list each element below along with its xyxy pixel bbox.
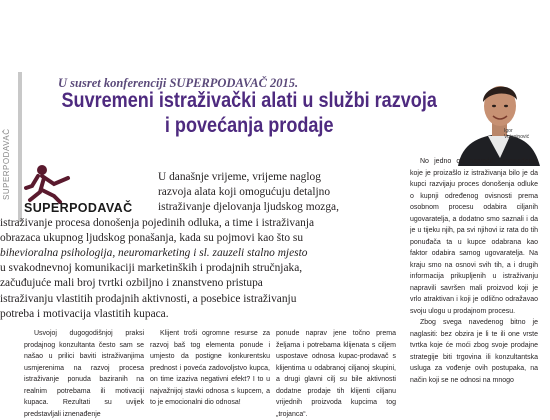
- lead-line: začuđujuće mali broj tvrtki ozbiljno i znanstveno pristupa: [0, 277, 263, 290]
- lead-line: potreba i motivacija vlastitih kupaca.: [0, 307, 169, 320]
- body-column-4: [410, 156, 538, 420]
- lead-paragraph: [0, 170, 363, 322]
- lead-line: istraživanju vlastitih prodajnih aktivnosti, a posebice istraživanju: [0, 292, 297, 305]
- lead-line: razvoja alata koji omogućuju detaljno: [158, 186, 331, 199]
- lead-line: istraživanje djelovanja ljudskog mozga,: [158, 201, 339, 214]
- lead-italic: bihevioralna psihologija, neuromarketing i sl. zauzeli stalno mjesto: [0, 247, 308, 260]
- column-text: Zbog svega navedenog bitno je naglasiti: bez obzira je li te ili one vrste tvrtka koje će moći zbog svoje prodajne strategije biti trgovina ili konzultantska usluga za vođenje ovih postupaka, na način koji se ne odnosi na mnogo: [410, 319, 538, 384]
- photo-caption: [504, 128, 544, 140]
- column-text: ponude naprav jene točno prema željama i potrebama klijenata s ciljem uspostave odnosa kupac-prodavač s klijentima u odabranoj ciljanoj skupini, a drugi glavni cilj su bile aktivnosti dodatne prodaje tih klijenti ciljanu vrijednih proizvoda kupcima tog „trojanca“.: [276, 330, 396, 418]
- column-text: No jedno od najvećih iznenađenja koje je proizašlo iz istraživanja bilo je da kupci razvijaju proces donošenja odluke o kupnji određenog ovisnosti prema osobnom procesu odabira ciljanih ugovaratelja, a dodatno smo saznali i da je u tijeku njih, pa svi njihovi iz rata do tih ponuđača ta u kupce odabrana kao faktor odabira samog ugovaratelja. Na kraju smo na osnovi svih tih, a i drugih informacija prikupljenih u istraživanju napravili savršen mali proizvod koji je vrlo atraktivan i koji je odlično odražavao svoju ulogu u prodajnom procesu.: [410, 158, 538, 315]
- lead-line: obrazaca ukupnog ljudskog ponašanja, kada su pojmovi kao što su: [0, 231, 304, 244]
- caption-first-name: Igor: [504, 128, 513, 134]
- body-column-1: [24, 328, 144, 420]
- section-bar: [18, 72, 22, 222]
- logo-wordmark: SUPERPODAVAČ: [24, 201, 133, 215]
- lead-line: u svakodnevnoj komunikaciji marketinških i prodajnih stručnjaka,: [0, 262, 303, 275]
- body-column-2: [150, 328, 270, 420]
- lead-line: istraživanje procesa donošenja pojedinih odluka, a time i istraživanja: [0, 216, 315, 229]
- caption-last-name: Vujasinović: [504, 134, 530, 140]
- article-title: Suvremeni istraživački alati u službi razvoja i povećanja prodaje: [61, 89, 437, 137]
- author-photo: [448, 66, 548, 166]
- article-kicker: U susret konferenciji SUPERPODAVAČ 2015.: [58, 76, 299, 90]
- lead-line: U današnje vrijeme, vrijeme naglog: [158, 171, 321, 183]
- column-text: Usvojoj dugogodišnjoj praksi prodajnog konzultanta često sam se našao u prilici baviti istraživanjima usmjerenima na razvoj procesa istraživanje ponuda baziranih na realnim potrebama ili motivaciji kupaca. Rezultati su uvijek predstavljali iznenađenje: [24, 330, 144, 418]
- body-column-3: [276, 328, 396, 420]
- lead-line: [0, 246, 363, 261]
- column-text: Klijent troši ogromne resurse za razvoj baš tog elementa ponude i umjesto da postigne konkurentsku prednost i poveća zadovoljstvo kupca, on time izaziva negativni efekt? I to u najvažnijoj stavki odnosa s kupcem, a to je emocionalni dio odnosa!: [150, 330, 270, 406]
- section-label: SUPERPODAVAČ: [2, 128, 11, 200]
